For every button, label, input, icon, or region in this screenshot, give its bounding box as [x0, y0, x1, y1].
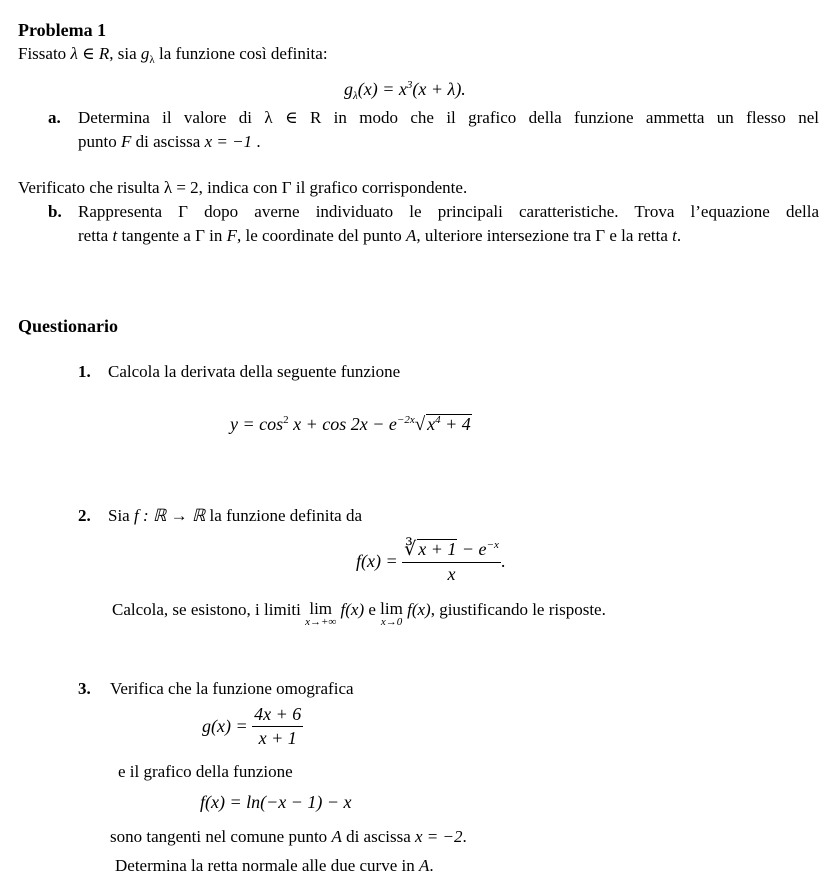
- function-definition: $g_\lambda(x) = x^3(x + \lambda)$.: [344, 79, 466, 102]
- question-3-text2: e il grafico della funzione: [118, 762, 293, 781]
- questionnaire-title: Questionario: [18, 316, 119, 336]
- item-a-line1: Determina il valore di λ ∈ R in modo che il grafico della funzione ammetta un flesso nel: [78, 108, 819, 127]
- question-3-f-formula: f(x) = ln(−x − 1) − x: [200, 792, 352, 812]
- item-b-line1: Rappresenta Γ dopo averne individuato le principali caratteristiche. Trova l’equazione della: [78, 202, 819, 221]
- question-3-text3: sono tangenti nel comune punto A di ascissa x = −2.: [110, 827, 467, 846]
- question-1-number: 1.: [78, 362, 91, 381]
- question-2-number: 2.: [78, 506, 91, 525]
- problem-title: Problema 1: [18, 20, 107, 40]
- verification-text: Verificato che risulta λ = 2, indica con Γ il grafico corrispondente.: [18, 178, 468, 197]
- question-2-limits: Calcola, se esistono, i limiti lim x→+∞ f(x) e lim x→0 f(x), giustificando le risposte.: [112, 599, 606, 628]
- problem-intro: Fissato λ ∈ R, sia $g_\lambda$ la funzione così definita:: [18, 44, 328, 66]
- question-3-text4: Determina la retta normale alle due curve in A.: [115, 856, 434, 875]
- item-b-line2: retta t tangente a Γ in F, le coordinate del punto A, ulteriore intersezione tra Γ e la retta t.: [78, 226, 682, 245]
- question-1-formula: $y = \cos^2 x + \cos 2x - e^{-2x}√$ $x^4 + 4$: [230, 414, 471, 435]
- item-a-line2: punto F di ascissa x = −1 .: [78, 132, 261, 151]
- question-2-text: Sia f : ℝ → ℝ la funzione definita da: [108, 506, 363, 525]
- question-3-text: Verifica che la funzione omografica: [110, 679, 354, 698]
- item-a-label: a.: [48, 108, 61, 127]
- item-b-label: b.: [48, 202, 62, 221]
- question-3-g-formula: g(x) = $\frac{4x + 6}{x + 1}$: [202, 704, 302, 748]
- question-3-number: 3.: [78, 679, 91, 698]
- question-2-formula: f(x) = $\frac{∛ x + 1 - e^{-x}}{x}$ .: [356, 539, 506, 584]
- question-1-text: Calcola la derivata della seguente funzione: [108, 362, 401, 381]
